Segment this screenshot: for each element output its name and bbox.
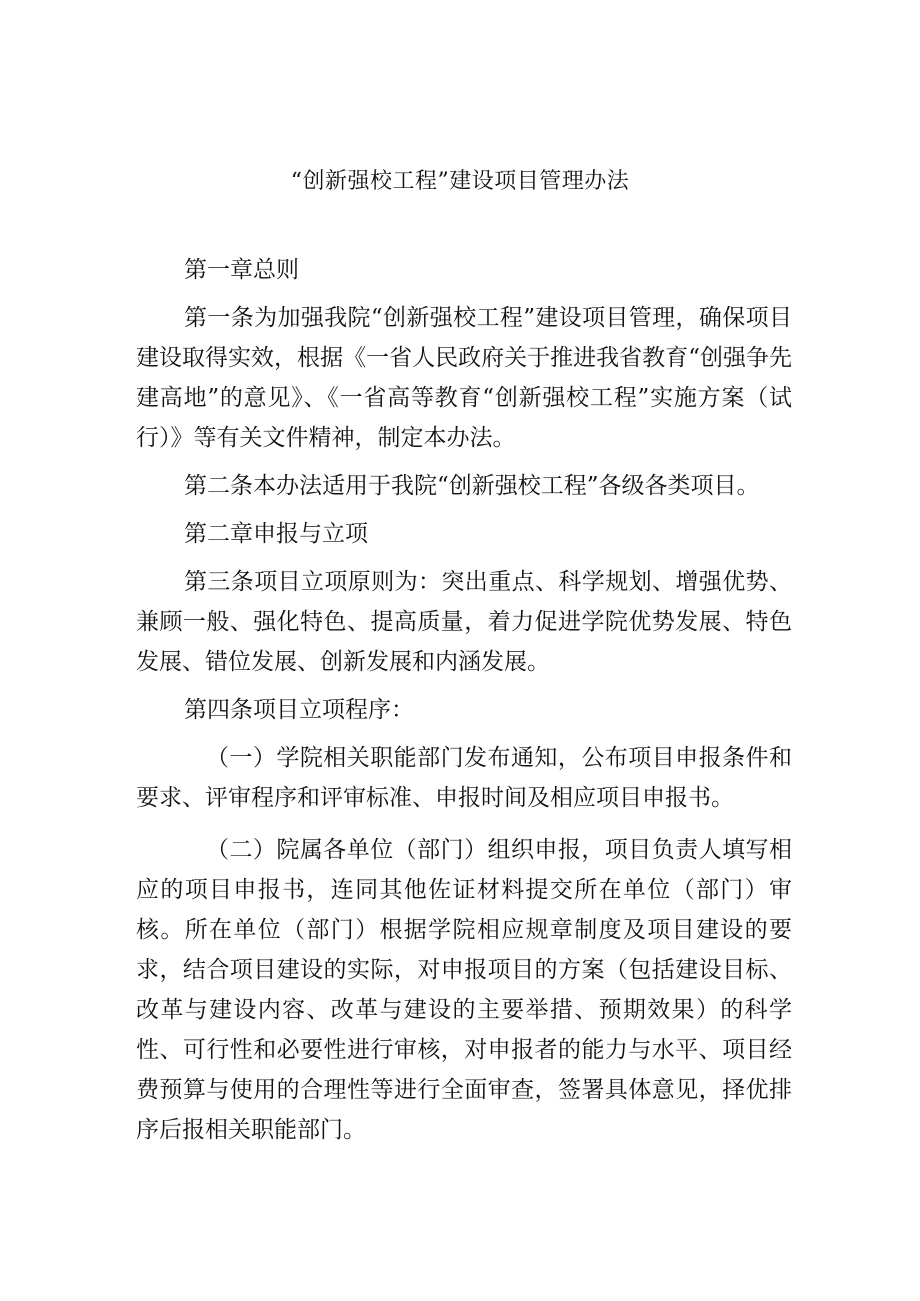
article-3: 第三条项目立项原则为：突出重点、科学规划、增强优势、兼顾一般、强化特色、提高质量，着力促进学院优势发展、特色发展、错位发展、创新发展和内涵发展。 — [136, 569, 792, 675]
article-4-item-2: （二）院属各单位（部门）组织申报，项目负责人填写相应的项目申报书，连同其他佐证材料提交所在单位（部门）审核。所在单位（部门）根据学院相应规章制度及项目建设的要求，结合项目建设的实际，对申报项目的方案（包括建设目标、改革与建设内容、改革与建设的主要举措、预期效果）的科学性、可行性和必要性进行审核，对申报者的能力与水平、项目经费预算与使用的合理性等进行全面审查，签署具体意见，择优排序后报相关职能部门。 — [136, 837, 792, 1143]
article-1: 第一条为加强我院“创新强校工程”建设项目管理，确保项目建设取得实效，根据《一省人民政府关于推进我省教育“创强争先建高地”的意见》、《一省高等教育“创新强校工程”实施方案（试行）》等有关文件精神，制定本办法。 — [136, 305, 792, 451]
document-body — [136, 250, 792, 1158]
article-4-item-1: （一）学院相关职能部门发布通知，公布项目申报条件和要求、评审程序和评审标准、申报时间及相应项目申报书。 — [136, 745, 792, 811]
document-title: “创新强校工程”建设项目管理办法 — [290, 169, 630, 194]
article-4: 第四条项目立项程序： — [184, 697, 414, 723]
article-2: 第二条本办法适用于我院“创新强校工程”各级各类项目。 — [184, 473, 760, 499]
chapter-1-heading: 第一章总则 — [184, 257, 299, 283]
chapter-2-heading: 第二章申报与立项 — [184, 521, 368, 547]
